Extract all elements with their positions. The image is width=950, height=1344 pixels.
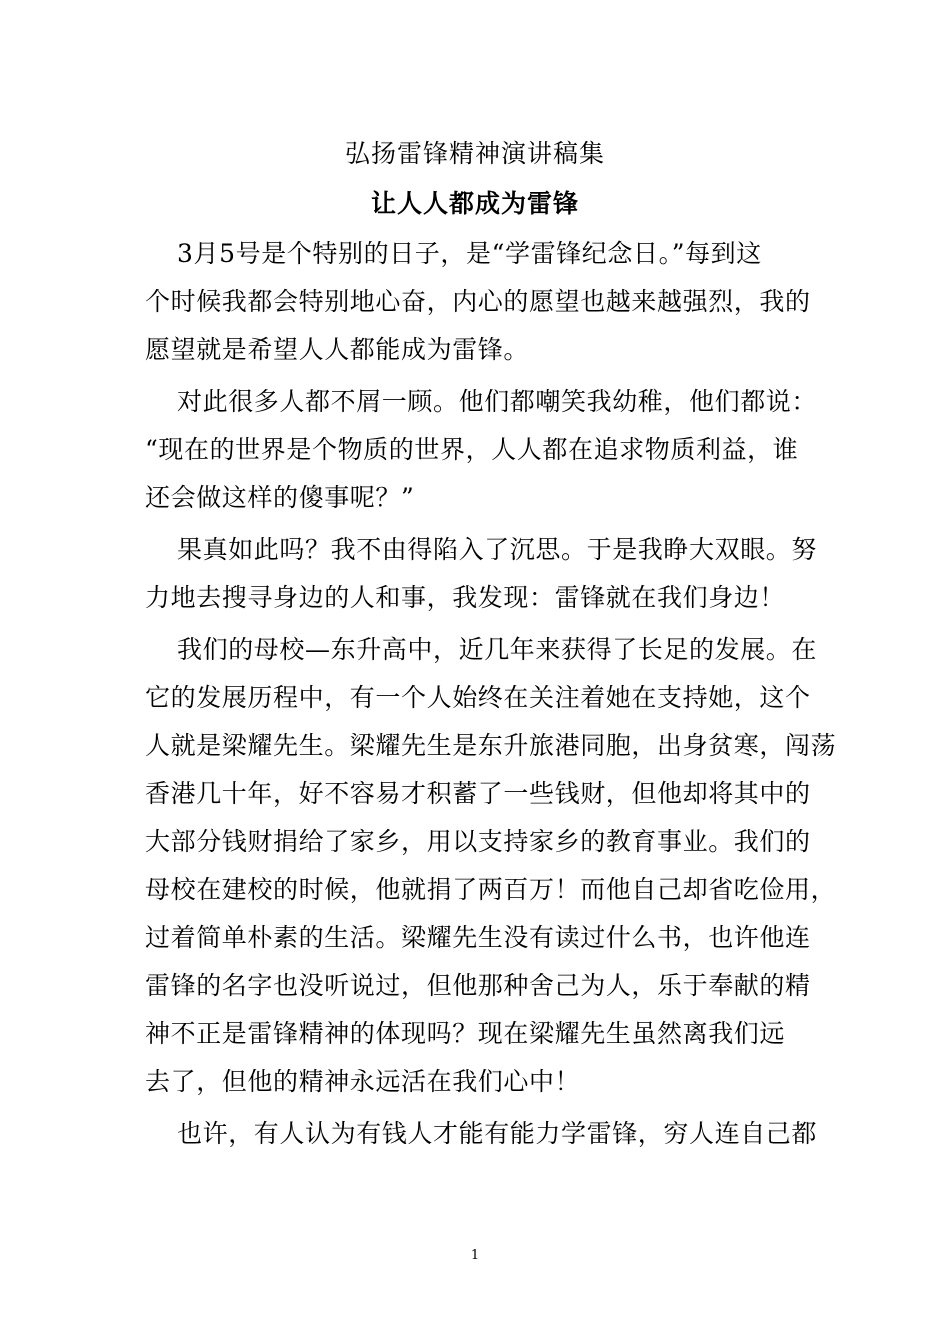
text-line: “现在的世界是个物质的世界，人人都在追求物质利益，谁	[145, 435, 799, 464]
text-line: 愿望就是希望人人都能成为雷锋。	[145, 335, 530, 364]
text-line: 也许，有人认为有钱人才能有能力学雷锋，穷人连自己都	[177, 1119, 818, 1148]
document-title: 弘扬雷锋精神演讲稿集	[344, 139, 605, 168]
text-line: 过着简单朴素的生活。梁耀先生没有读过什么书，也许他连	[145, 923, 811, 952]
text-line: 人就是梁耀先生。梁耀先生是东升旅港同胞，出身贫寒，闯荡	[145, 731, 837, 760]
text-line: 3月5号是个特别的日子，是“学雷锋纪念日。”每到这	[177, 239, 762, 268]
text-line: 雷锋的名字也没听说过，但他那种舍己为人，乐于奉献的精	[145, 971, 811, 1000]
speech-title: 让人人都成为雷锋	[370, 189, 579, 218]
text-line: 香港几十年，好不容易才积蓄了一些钱财，但他却将其中的	[145, 779, 811, 808]
text-line: 大部分钱财捐给了家乡，用以支持家乡的教育事业。我们的	[145, 827, 811, 856]
speech-body	[145, 230, 837, 1158]
text-line: 去了，但他的精神永远活在我们心中！	[145, 1067, 581, 1096]
text-line: 还会做这样的傻事呢？”	[145, 483, 415, 512]
text-line: 神不正是雷锋精神的体现吗？现在梁耀先生虽然离我们远	[145, 1019, 786, 1048]
text-line: 对此很多人都不屑一顾。他们都嘲笑我幼稚，他们都说：	[177, 387, 818, 416]
text-line: 我们的母校—东升高中，近几年来获得了长足的发展。在	[177, 635, 818, 664]
text-line: 母校在建校的时候，他就捐了两百万！而他自己却省吃俭用，	[145, 875, 837, 904]
text-line: 它的发展历程中，有一个人始终在关注着她在支持她，这个	[145, 683, 811, 712]
page-number: 1	[470, 1248, 480, 1263]
text-line: 个时候我都会特别地心奋，内心的愿望也越来越强烈，我的	[145, 287, 811, 316]
text-line: 果真如此吗？我不由得陷入了沉思。于是我睁大双眼。努	[177, 535, 818, 564]
text-line: 力地去搜寻身边的人和事，我发现：雷锋就在我们身边！	[145, 583, 786, 612]
